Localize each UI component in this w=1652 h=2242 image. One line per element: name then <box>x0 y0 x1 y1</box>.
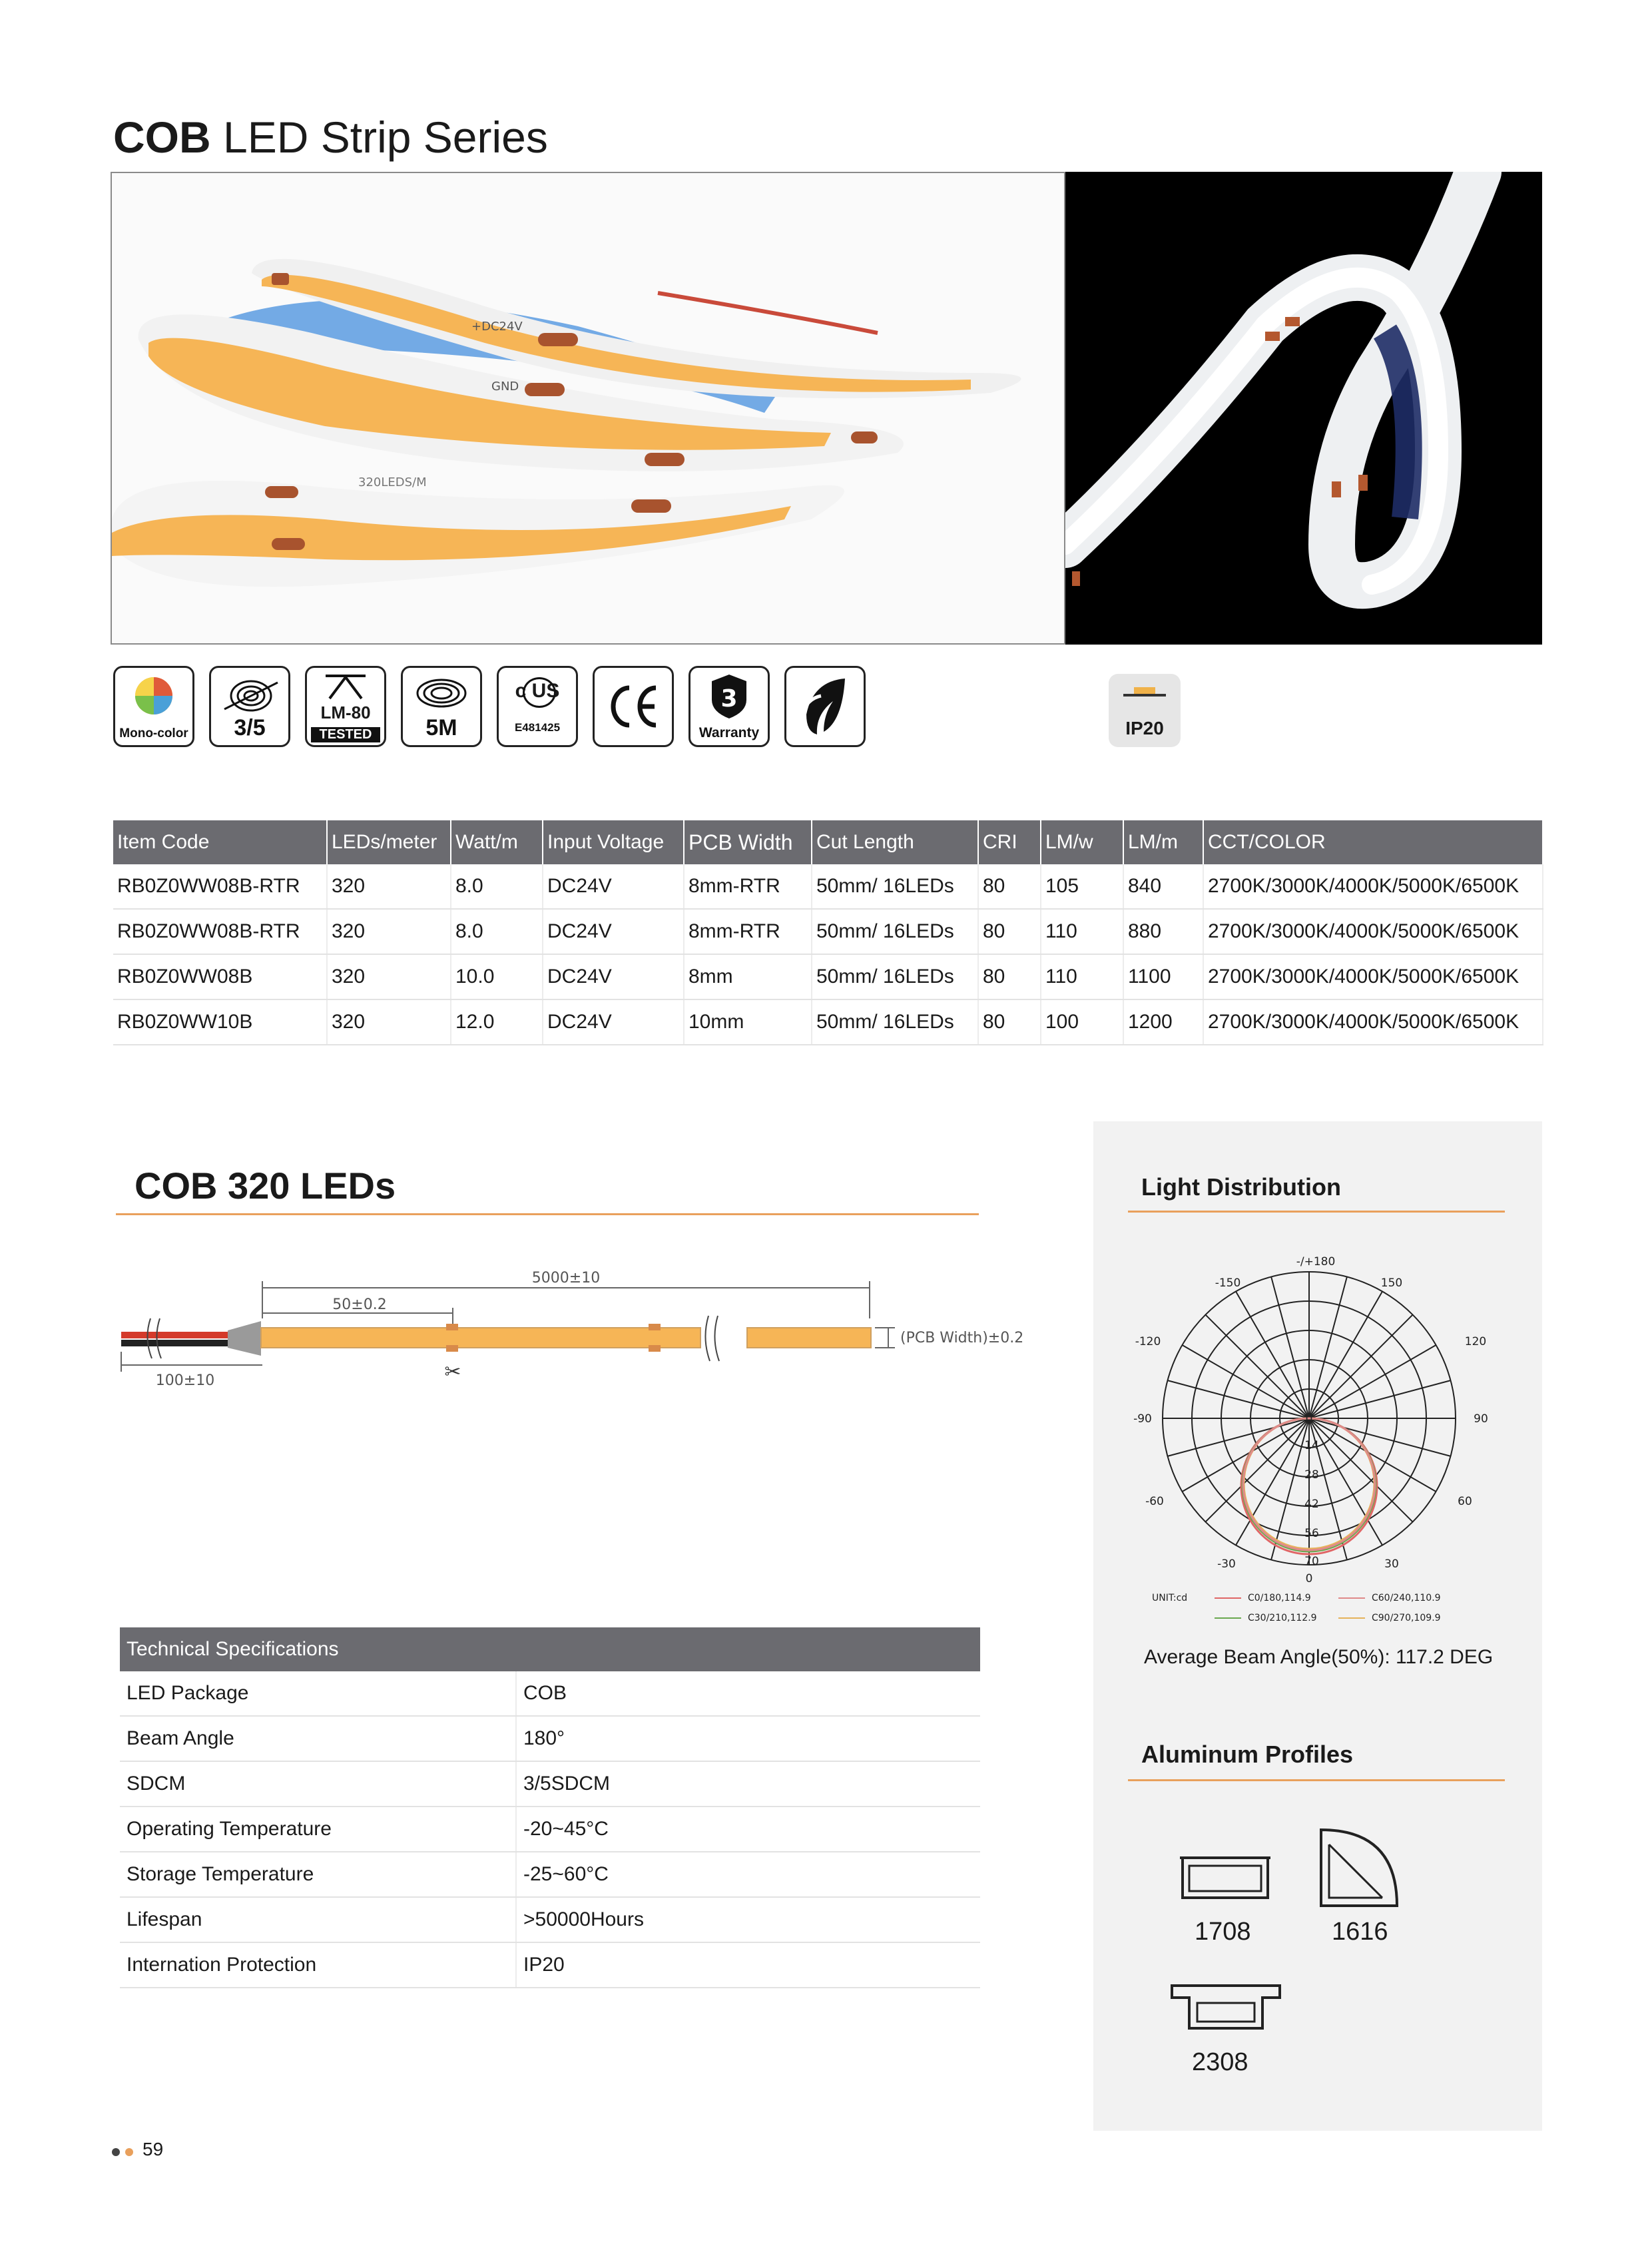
dim-pcb-width: (PCB Width)±0.2 <box>900 1330 1024 1346</box>
col-leds-meter: LEDs/meter <box>327 820 451 864</box>
svg-text:0: 0 <box>1305 1412 1313 1426</box>
light-distribution-underline <box>1128 1211 1505 1213</box>
tech-spec-table <box>120 1627 980 1988</box>
profile-1708-label: 1708 <box>1195 1918 1251 1946</box>
profile-2308-drawing <box>1169 1980 1282 2034</box>
col-watt: Watt/m <box>451 820 543 864</box>
section-title: COB 320 LEDs <box>135 1165 396 1207</box>
svg-text:C0/180,114.9: C0/180,114.9 <box>1248 1593 1311 1603</box>
ce-icon <box>593 666 674 747</box>
col-cut-length: Cut Length <box>812 820 978 864</box>
profiles-underline <box>1128 1779 1505 1781</box>
dim-cut-pitch: 50±0.2 <box>332 1296 387 1313</box>
svg-text:-120: -120 <box>1135 1335 1161 1348</box>
svg-text:-30: -30 <box>1217 1557 1236 1571</box>
table-row: RB0Z0WW08B-RTR 320 8.0 DC24V 8mm-RTR 50mm/ 16LEDs 80 105 840 2700K/3000K/4000K/5000K/6500K <box>113 864 1543 909</box>
ip20-badge: IP20 <box>1109 674 1181 747</box>
tech-spec-header: Technical Specifications <box>120 1627 980 1671</box>
product-photo-dark <box>1065 172 1542 645</box>
table-row: Lifespan >50000Hours <box>120 1897 980 1942</box>
col-cct: CCT/COLOR <box>1203 820 1543 864</box>
lm80-icon: LM-80 TESTED <box>305 666 386 747</box>
svg-text:56: 56 <box>1304 1527 1319 1540</box>
light-distribution-title: Light Distribution <box>1141 1173 1341 1201</box>
angle-180: -/+180 <box>1296 1255 1336 1268</box>
svg-text:150: 150 <box>1380 1276 1403 1290</box>
col-lmm: LM/m <box>1123 820 1203 864</box>
table-row: RB0Z0WW08B 320 10.0 DC24V 8mm 50mm/ 16LEDs 80 110 1100 2700K/3000K/4000K/5000K/6500K <box>113 954 1543 999</box>
strip-label-dc24v: +DC24V <box>471 320 523 334</box>
rohs-leaf-icon <box>784 666 866 747</box>
svg-text:14: 14 <box>1304 1439 1319 1452</box>
table-row: RB0Z0WW10B 320 12.0 DC24V 10mm 50mm/ 16LEDs 80 100 1200 2700K/3000K/4000K/5000K/6500K <box>113 999 1543 1045</box>
polar-diagram <box>1128 1245 1501 1631</box>
table-row: LED Package COB <box>120 1671 980 1716</box>
profile-1616-label: 1616 <box>1332 1918 1388 1946</box>
unit-label: UNIT:cd <box>1152 1593 1188 1603</box>
table-row: SDCM 3/5SDCM <box>120 1761 980 1807</box>
table-row: Internation Protection IP20 <box>120 1942 980 1988</box>
svg-text:0: 0 <box>1305 1572 1313 1585</box>
table-row: Storage Temperature -25~60°C <box>120 1852 980 1897</box>
table-row: RB0Z0WW08B-RTR 320 8.0 DC24V 8mm-RTR 50mm/ 16LEDs 80 110 880 2700K/3000K/4000K/5000K/6500K <box>113 909 1543 954</box>
svg-text:70: 70 <box>1304 1555 1319 1568</box>
svg-text:28: 28 <box>1304 1468 1319 1482</box>
footer-dot-orange <box>125 2148 133 2156</box>
svg-text:90: 90 <box>1474 1412 1488 1426</box>
svg-text:-60: -60 <box>1145 1495 1164 1508</box>
col-lmw: LM/w <box>1041 820 1123 864</box>
product-table-header-row <box>113 820 1543 864</box>
beam-angle-note: Average Beam Angle(50%): 117.2 DEG <box>1144 1646 1494 1668</box>
profile-2308-label: 2308 <box>1192 2048 1248 2076</box>
scissors-icon: ✂ <box>444 1360 461 1384</box>
profile-1616-drawing <box>1316 1824 1402 1911</box>
aluminum-profiles-title: Aluminum Profiles <box>1141 1741 1354 1768</box>
strip-label-leds: 320LEDS/M <box>358 475 427 489</box>
svg-text:C60/240,110.9: C60/240,110.9 <box>1372 1593 1441 1603</box>
profile-1708-drawing <box>1179 1851 1272 1904</box>
svg-text:C90/270,109.9: C90/270,109.9 <box>1372 1613 1441 1623</box>
page-number: 59 <box>142 2139 164 2159</box>
product-table <box>113 820 1543 1045</box>
table-row: Operating Temperature -20~45°C <box>120 1807 980 1852</box>
footer-dot-dark <box>112 2148 120 2156</box>
dim-lead-length: 100±10 <box>155 1372 215 1389</box>
svg-text:120: 120 <box>1464 1335 1487 1348</box>
strip-dimension-drawing <box>116 1265 1048 1398</box>
svg-text:C30/210,112.9: C30/210,112.9 <box>1248 1613 1317 1623</box>
col-input-voltage: Input Voltage <box>543 820 684 864</box>
reel-icon: 5M <box>401 666 482 747</box>
dim-total-length: 5000±10 <box>531 1270 601 1286</box>
strip-label-gnd: GND <box>491 380 519 394</box>
svg-text:-150: -150 <box>1215 1276 1241 1290</box>
svg-text:30: 30 <box>1384 1557 1399 1571</box>
svg-text:3: 3 <box>720 685 738 712</box>
mono-color-icon: Mono-color <box>113 666 194 747</box>
table-row: Beam Angle 180° <box>120 1716 980 1761</box>
page-title: COB LED Strip Series <box>113 113 548 162</box>
warranty-icon: 3 Warranty <box>688 666 770 747</box>
product-photo-strips <box>111 172 1065 645</box>
ul-icon: c US E481425 <box>497 666 578 747</box>
section-underline <box>116 1213 979 1215</box>
col-pcb-width: PCB Width <box>684 820 812 864</box>
col-item-code: Item Code <box>113 820 327 864</box>
svg-text:60: 60 <box>1458 1495 1472 1508</box>
col-cri: CRI <box>978 820 1041 864</box>
svg-text:42: 42 <box>1304 1498 1319 1511</box>
svg-text:-90: -90 <box>1133 1412 1152 1426</box>
sdcm-icon: 3/5 <box>209 666 290 747</box>
